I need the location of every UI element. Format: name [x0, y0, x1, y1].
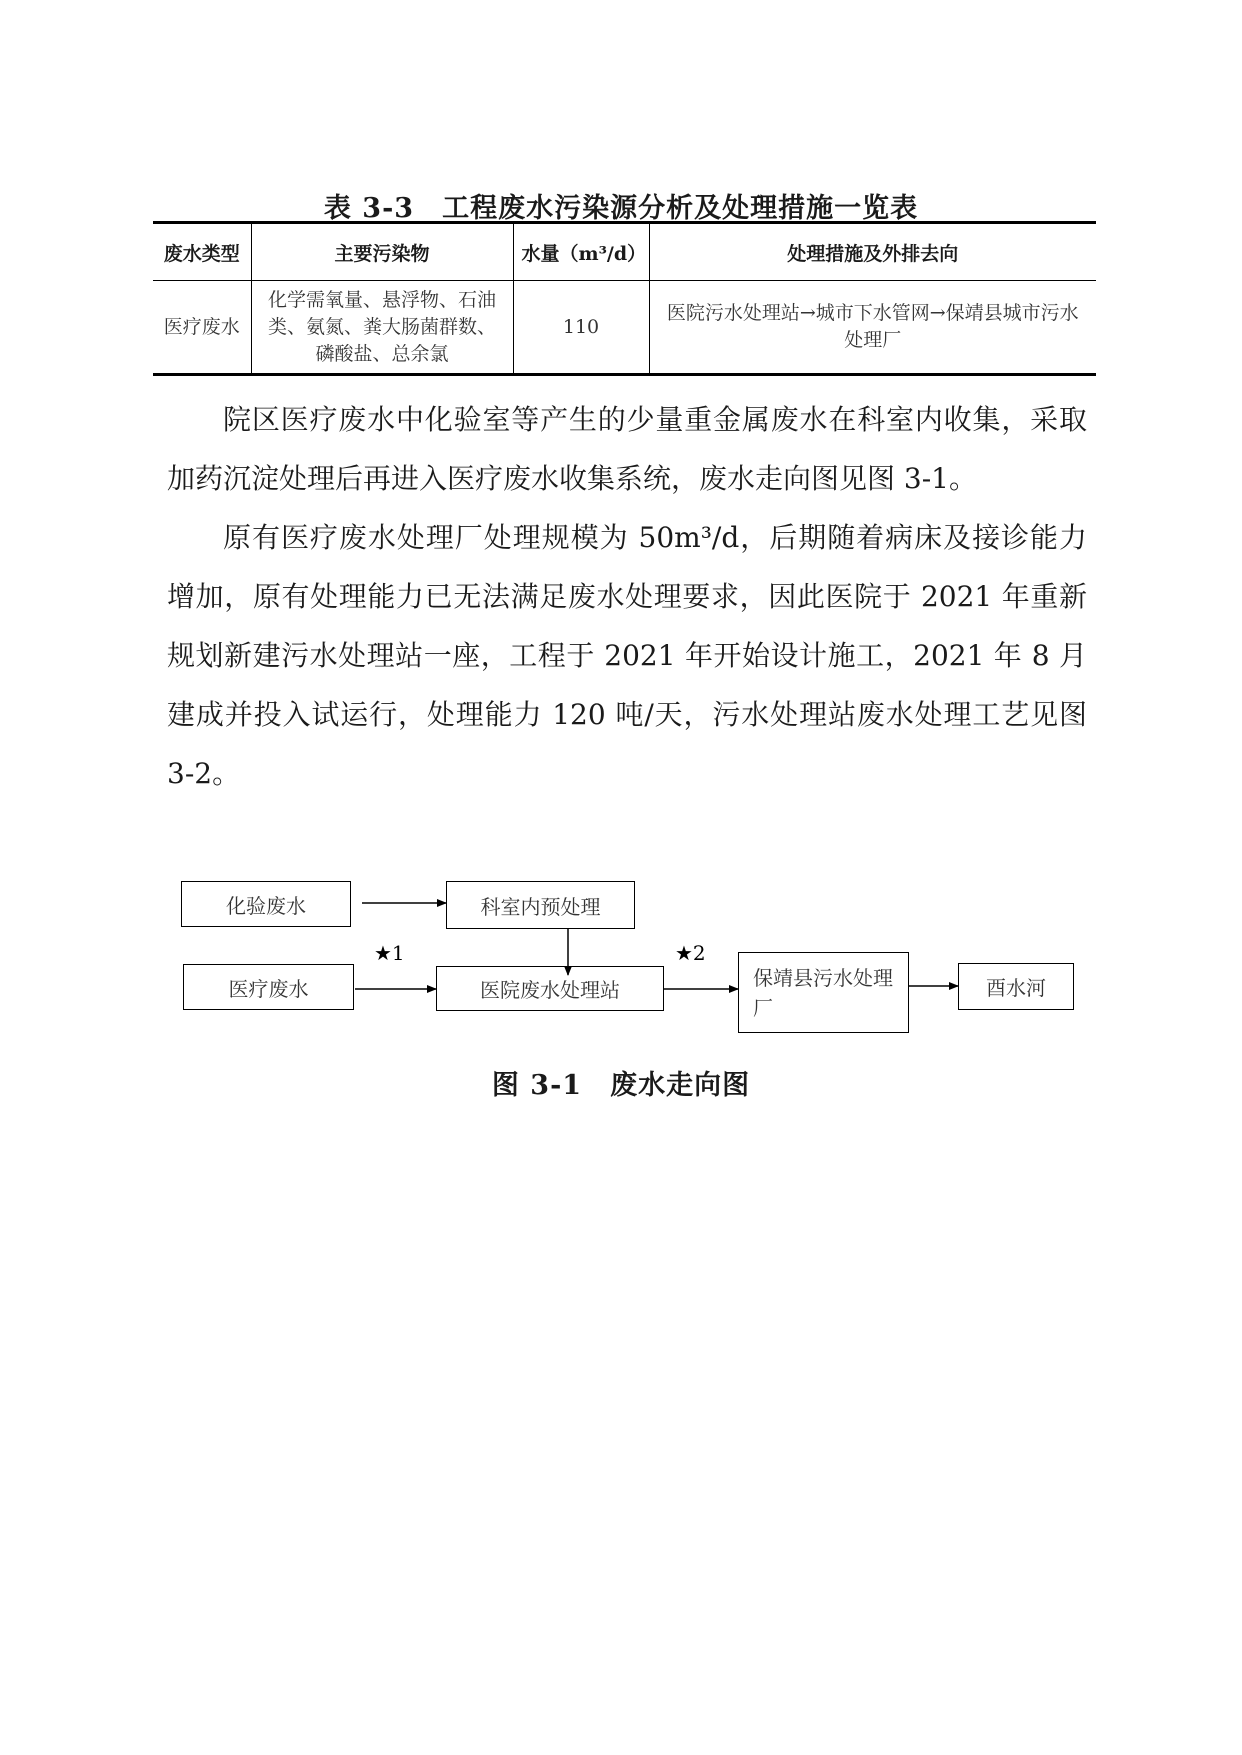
box-dept-pretreatment: 科室内预处理	[446, 881, 635, 929]
figure-caption: 图 3-1 废水走向图	[491, 1070, 751, 1101]
monitoring-point-2-label: ★2	[675, 941, 706, 965]
header-wastewater-type: 废水类型	[153, 223, 251, 281]
box-medical-wastewater: 医疗废水	[183, 964, 354, 1010]
cell-treatment-measures: 医院污水处理站→城市下水管网→保靖县城市污水处理厂	[649, 281, 1096, 375]
county-plant-label: 保靖县污水处理厂	[753, 965, 893, 1020]
box-xishui-river: 酉水河	[958, 963, 1074, 1010]
monitoring-point-1-label: ★1	[374, 941, 405, 965]
box-hospital-station: 医院废水处理站	[436, 966, 664, 1011]
box-county-plant	[738, 952, 909, 1033]
box-lab-wastewater: 化验废水	[181, 881, 351, 927]
paragraph-heavy-metal-wastewater: 院区医疗废水中化验室等产生的少量重金属废水在科室内收集，采取加药沉淀处理后再进入医疗废水收集系统，废水走向图见图 3-1。	[167, 403, 1087, 495]
header-main-pollutants: 主要污染物	[251, 223, 513, 281]
cell-wastewater-type: 医疗废水	[153, 281, 251, 375]
paragraph-treatment-station: 原有医疗废水处理厂处理规模为 50m³/d，后期随着病床及接诊能力增加，原有处理能力已无法满足废水处理要求，因此医院于 2021 年重新规划新建污水处理站一座，工程于 2021 年开始设计施工，2021 年 8 月建成并投入试运行，处理能力 120 吨/天，污水处理站废水处理工艺见图 3-2。	[167, 521, 1087, 790]
header-water-volume: 水量（m³/d）	[513, 223, 649, 281]
header-treatment-measures: 处理措施及外排去向	[649, 223, 1096, 281]
table-title: 表 3-3 工程废水污染源分析及处理措施一览表	[323, 193, 919, 224]
cell-main-pollutants: 化学需氧量、悬浮物、石油类、氨氮、粪大肠菌群数、磷酸盐、总余氯	[251, 281, 513, 375]
cell-water-volume: 110	[513, 281, 649, 375]
